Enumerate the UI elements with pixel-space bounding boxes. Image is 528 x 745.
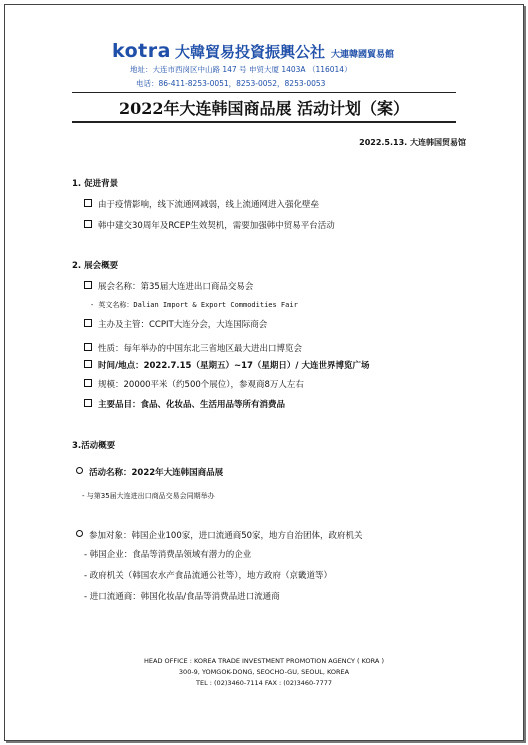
list-item: 由于疫情影响，线下流通网减弱，线上流通网进入强化壁垒 — [84, 198, 319, 210]
kotra-logo: kotra — [112, 40, 171, 62]
title-rule-top — [72, 92, 456, 93]
document-title: 2022年大连韩国商品展 活动计划（案） — [118, 99, 410, 118]
checkbox-bullet-icon — [84, 220, 92, 228]
circle-bullet-icon — [76, 530, 83, 537]
list-item: 主办及主管：CCPIT大连分会，大连国际商会 — [84, 318, 267, 330]
section-1-heading: 1. 促进背景 — [72, 179, 119, 189]
org-sub-name: 大連韓國貿易館 — [330, 50, 394, 60]
section-2-heading: 2. 展会概要 — [72, 261, 119, 271]
footer-line-1: HEAD OFFICE : KOREA TRADE INVESTMENT PROMOTION AGENCY ( KORA ) — [144, 657, 384, 665]
english-name: - 英文名称：Dalian Import & Export Commodities Fair — [90, 301, 298, 309]
letterhead-address: 地址：大连市西岗区中山路 147 号 申贸大厦 1403A （116014） — [130, 65, 352, 74]
checkbox-bullet-icon — [84, 199, 92, 207]
title-rule-bottom — [72, 121, 456, 123]
checkbox-bullet-icon — [84, 379, 92, 387]
checkbox-bullet-icon — [84, 343, 92, 351]
target-item: - 政府机关（韩国农水产食品流通公社等），地方政府（京畿道等） — [84, 571, 333, 581]
list-item: 参加对象：韩国企业100家，进口流通商50家，地方自治团体，政府机关 — [76, 529, 363, 541]
footer-line-2: 300-9, YOMGOK-DONG, SEOCHO-GU, SEOUL, KOREA — [178, 668, 350, 676]
checkbox-bullet-icon — [84, 399, 92, 407]
list-item: 规模：20000平米（约500个展位），参观商8万人左右 — [84, 378, 304, 390]
section-3-heading: 3.活动概要 — [72, 441, 116, 451]
list-item: 展会名称：第35届大连进出口商品交易会 — [84, 280, 253, 292]
target-item: - 进口流通商：韩国化妆品/食品等消费品进口流通商 — [84, 592, 280, 602]
checkbox-bullet-icon — [84, 360, 92, 368]
org-name: 大韓貿易投資振興公社 — [174, 43, 325, 61]
list-item: 韩中建交30周年及RCEP生效契机，需要加强韩中贸易平台活动 — [84, 219, 335, 231]
target-item: - 韩国企业：食品等消费品领域有潜力的企业 — [84, 550, 252, 560]
letterhead-logo — [112, 40, 394, 62]
letterhead-phone: 电话：86-411-8253-0051，8253-0052，8253-0053 — [136, 79, 326, 88]
list-item: 性质：每年举办的中国东北三省地区最大进出口博览会 — [84, 342, 302, 354]
checkbox-bullet-icon — [84, 319, 92, 327]
list-item: 活动名称：2022年大连韩国商品展 — [76, 466, 223, 478]
activity-note: - 与第35届大连进出口商品交易会同期举办 — [82, 492, 215, 500]
footer-line-3: TEL : (02)3460-7114 FAX : (02)3460-7777 — [196, 679, 332, 687]
list-item: 时间/地点：2022.7.15（星期五）~17（星期日）/ 大连世界博览广场 — [84, 359, 369, 371]
document-date: 2022.5.13. 大连韩国贸易馆 — [359, 138, 466, 147]
list-item: 主要品目：食品、化妆品、生活用品等所有消费品 — [84, 398, 285, 410]
checkbox-bullet-icon — [84, 281, 92, 289]
circle-bullet-icon — [76, 467, 83, 474]
